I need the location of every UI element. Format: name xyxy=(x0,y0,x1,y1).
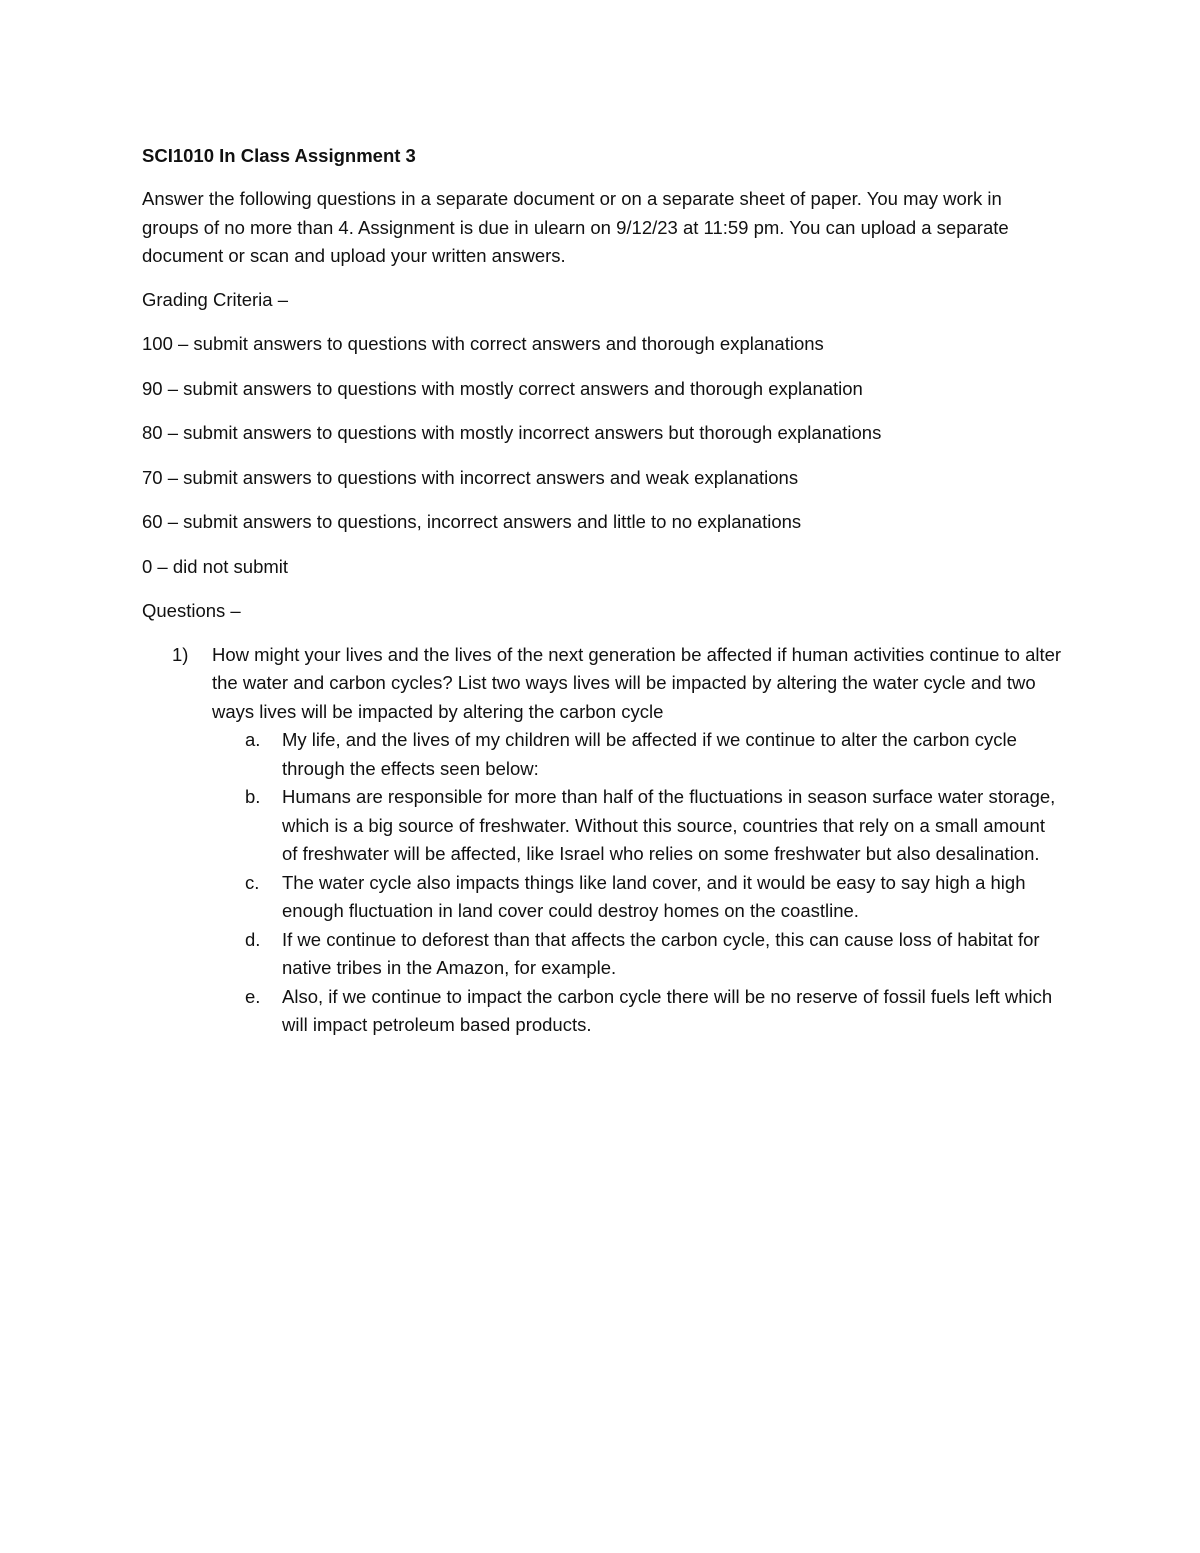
question-number: 1) xyxy=(172,643,189,665)
answer-letter: e. xyxy=(245,985,261,1007)
grading-criterion-90: 90 – submit answers to questions with mostly correct answers and thorough explanation xyxy=(142,377,863,399)
question-item xyxy=(142,641,1062,1040)
grading-criterion-60: 60 – submit answers to questions, incorrect answers and little to no explanations xyxy=(142,511,802,532)
answer-item xyxy=(212,783,1062,869)
grading-criteria-heading: Grading Criteria – xyxy=(142,288,289,310)
grading-criterion-70: 70 – submit answers to questions with incorrect answers and weak explanations xyxy=(142,466,799,488)
answer-text: Humans are responsible for more than half of the fluctuations in season surface water storage, which is a big source of freshwater. Without this source, countries that rely on a small amount of freshwater will be affected, like Israel who relies on some freshwater but also desalination. xyxy=(282,786,1056,864)
grading-criterion-80: 80 – submit answers to questions with mostly incorrect answers but thorough explanations xyxy=(142,422,882,443)
answer-text: My life, and the lives of my children will be affected if we continue to alter the carbon cycle through the effects seen below: xyxy=(282,729,1017,779)
grading-criterion-0: 0 – did not submit xyxy=(142,555,289,577)
answer-text: The water cycle also impacts things like land cover, and it would be easy to say high a high enough fluctuation in land cover could destroy homes on the coastline. xyxy=(282,871,1026,921)
answer-item xyxy=(212,726,1062,783)
questions-list xyxy=(142,641,1062,1040)
answer-item xyxy=(212,926,1062,983)
answer-letter: a. xyxy=(245,729,261,750)
document-content xyxy=(142,142,1062,1040)
question-text: How might your lives and the lives of the next generation be affected if human activities continue to alter the water and carbon cycles? List two ways lives will be impacted by altering the water cycle and two ways lives will be impacted by altering the carbon cycle xyxy=(212,643,1062,722)
answer-item xyxy=(212,869,1062,926)
answer-item xyxy=(212,983,1062,1040)
instructions-paragraph: Answer the following questions in a separate document or on a separate sheet of paper. You may work in groups of no more than 4. Assignment is due in ulearn on 9/12/23 at 11:59 pm. You can upload a separate document or scan and upload your written answers. xyxy=(142,188,1009,266)
assignment-title: SCI1010 In Class Assignment 3 xyxy=(142,145,416,166)
answer-text: If we continue to deforest than that affects the carbon cycle, this can cause loss of habitat for native tribes in the Amazon, for example. xyxy=(282,928,1040,978)
answer-list xyxy=(212,726,1062,1040)
answer-letter: b. xyxy=(245,786,261,807)
grading-criterion-100: 100 – submit answers to questions with correct answers and thorough explanations xyxy=(142,333,824,354)
answer-letter: d. xyxy=(245,928,261,950)
answer-letter: c. xyxy=(245,871,260,893)
answer-text: Also, if we continue to impact the carbon cycle there will be no reserve of fossil fuels left which will impact petroleum based products. xyxy=(282,985,1053,1035)
questions-heading: Questions – xyxy=(142,600,241,621)
